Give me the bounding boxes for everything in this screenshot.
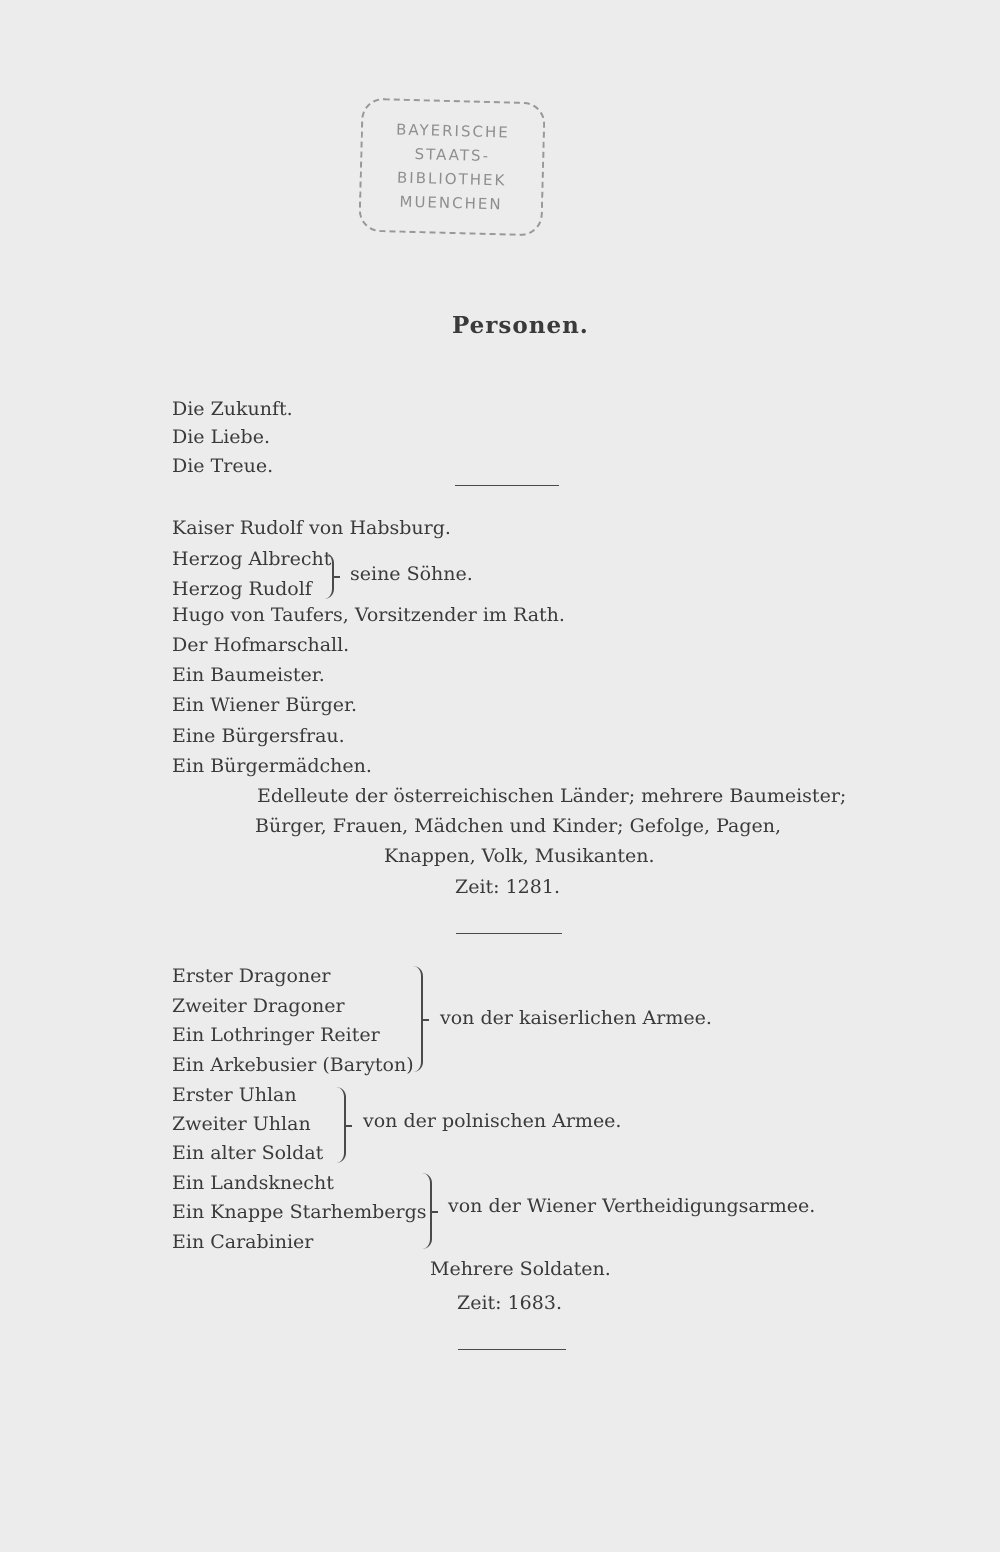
stamp-line: BAYERISCHE xyxy=(395,120,510,142)
time-line: Zeit: 1683. xyxy=(457,1292,562,1314)
stamp-line: MUENCHEN xyxy=(399,192,503,214)
brace xyxy=(322,553,334,599)
character-entry: Hugo von Taufers, Vorsitzender im Rath. xyxy=(172,604,565,626)
character-entry: Ein Lothringer Reiter xyxy=(172,1024,380,1046)
stamp-line: STAATS- xyxy=(414,145,491,165)
allegory-entry: Die Zukunft. xyxy=(172,398,293,420)
group-label: seine Söhne. xyxy=(350,563,473,585)
brace xyxy=(334,1087,346,1163)
character-entry: Ein alter Soldat xyxy=(172,1142,324,1164)
character-entry: Herzog Albrecht xyxy=(172,548,332,570)
group-label: von der kaiserlichen Armee. xyxy=(440,1007,712,1029)
character-entry: Ein Baumeister. xyxy=(172,664,325,686)
page-title: Personen. xyxy=(452,312,589,339)
character-entry: Zweiter Uhlan xyxy=(172,1113,311,1135)
character-entry: Erster Dragoner xyxy=(172,965,331,987)
character-entry: Ein Arkebusier (Baryton) xyxy=(172,1054,414,1076)
group-label: von der polnischen Armee. xyxy=(363,1110,622,1132)
character-entry: Herzog Rudolf xyxy=(172,578,312,600)
extras-line: Edelleute der österreichischen Länder; mehrere Baumeister; xyxy=(257,785,847,807)
character-entry: Erster Uhlan xyxy=(172,1084,297,1106)
character-entry: Ein Landsknecht xyxy=(172,1172,334,1194)
section-divider xyxy=(458,1349,566,1350)
character-entry: Eine Bürgersfrau. xyxy=(172,725,345,747)
section-divider xyxy=(455,485,559,486)
group-label: von der Wiener Vertheidigungsarmee. xyxy=(448,1195,816,1217)
character-entry: Ein Bürgermädchen. xyxy=(172,755,372,777)
allegory-entry: Die Treue. xyxy=(172,455,274,477)
stamp-line: BIBLIOTHEK xyxy=(396,168,507,190)
section-divider xyxy=(456,933,562,934)
allegory-entry: Die Liebe. xyxy=(172,426,270,448)
character-entry: Der Hofmarschall. xyxy=(172,634,350,656)
extras-line: Mehrere Soldaten. xyxy=(430,1258,611,1280)
extras-line: Bürger, Frauen, Mädchen und Kinder; Gefolge, Pagen, xyxy=(255,815,782,837)
time-line: Zeit: 1281. xyxy=(455,876,560,898)
character-entry: Kaiser Rudolf von Habsburg. xyxy=(172,517,451,539)
character-entry: Ein Wiener Bürger. xyxy=(172,694,358,716)
extras-line: Knappen, Volk, Musikanten. xyxy=(384,845,655,867)
library-stamp xyxy=(358,98,545,237)
character-entry: Zweiter Dragoner xyxy=(172,995,345,1017)
brace xyxy=(420,1173,432,1249)
brace xyxy=(411,966,423,1072)
character-entry: Ein Carabinier xyxy=(172,1231,314,1253)
character-entry: Ein Knappe Starhembergs xyxy=(172,1201,427,1223)
